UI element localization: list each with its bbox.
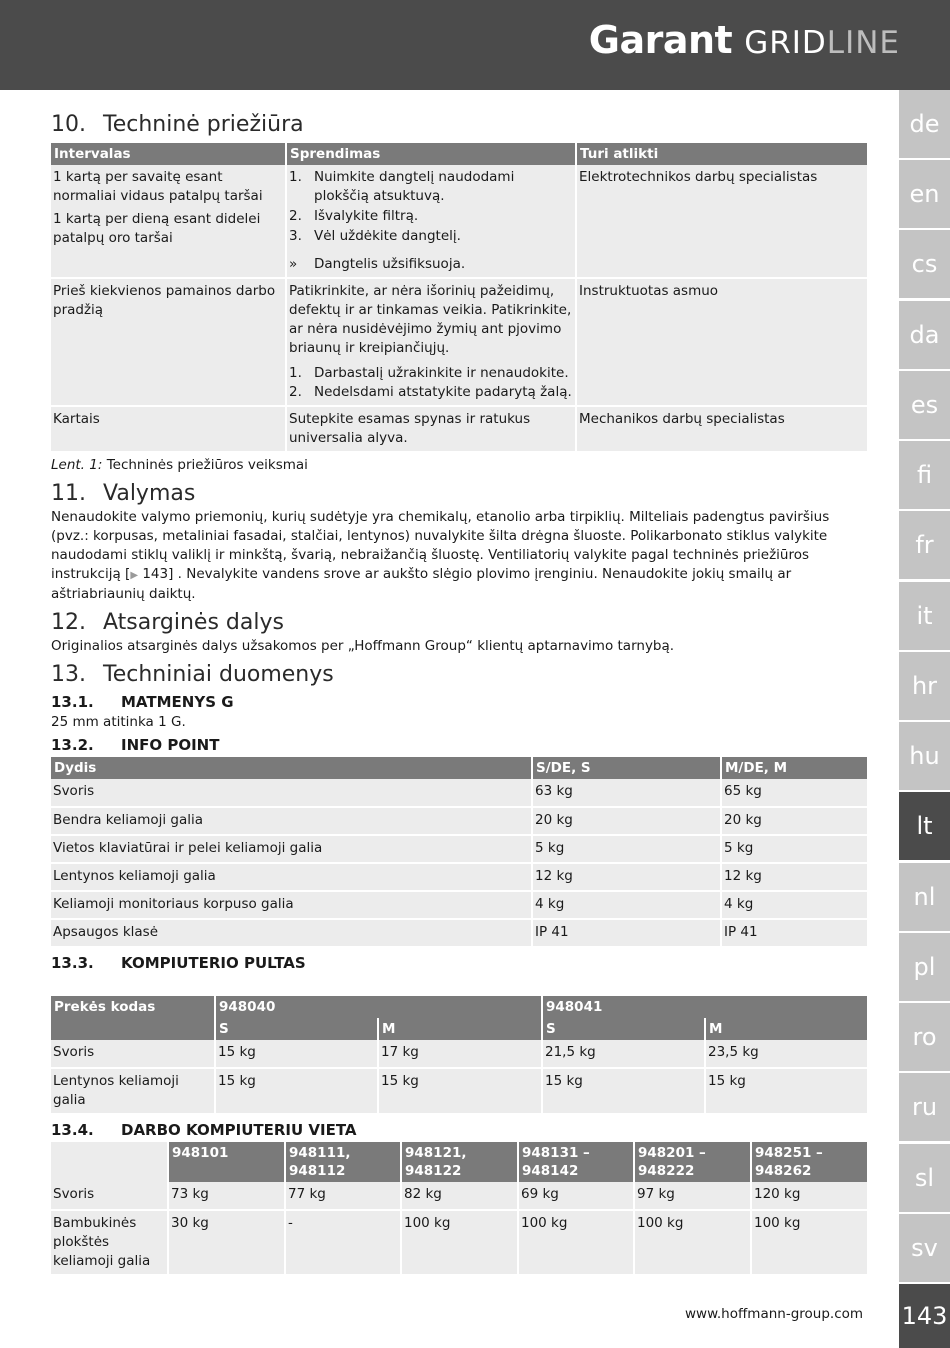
table-cell: 4 kg bbox=[721, 891, 867, 919]
section-10-heading: 10. Techninė priežiūra bbox=[51, 112, 304, 137]
info-point-table bbox=[51, 757, 867, 948]
list-text: Nuimkite dangtelį naudodami plokščią atsuktuvą. bbox=[314, 169, 515, 204]
table-cell: Apsaugos klasė bbox=[51, 919, 532, 947]
table-cell: 73 kg bbox=[168, 1182, 285, 1210]
subsection-13-2-heading: 13.2. INFO POINT bbox=[51, 736, 220, 754]
lang-tab-it[interactable]: it bbox=[899, 582, 950, 650]
table-row bbox=[51, 406, 867, 452]
lang-tab-es[interactable]: es bbox=[899, 371, 950, 439]
table-cell: 15 kg bbox=[378, 1068, 542, 1114]
col-header bbox=[51, 1142, 168, 1182]
table-row bbox=[51, 1182, 867, 1210]
subsection-13-3-heading: 13.3. KOMPIUTERIO PULTAS bbox=[51, 954, 306, 972]
garant-gridline-logo bbox=[589, 18, 900, 62]
lang-tab-da[interactable]: da bbox=[899, 301, 950, 369]
list-text: Nedelsdami atstatykite padarytą žalą. bbox=[314, 384, 572, 400]
table-cell: 12 kg bbox=[721, 863, 867, 891]
page-reference-link[interactable]: 143 bbox=[142, 566, 169, 582]
cleaning-text: Nenaudokite valymo priemonių, kurių sudėtyje yra chemikalų, etanolio arba tirpiklių. Milteliais padengtus paviršius (pvz.: korpusas, metaliniai fasadai, stalčiai, lentynos) nuvalykite šilta drėgna šluoste. Polikarbonato stiklus valykite naudodami stiklų valiklį ir minkštą, švarią, nebraižančią šluostę. Ventiliatorių valykite pagal techninės priežiūros instrukciją [▶ 143] . Nevalykite vandens srove ar aukšto slėgio plovimo įrenginiu. Nenaudokite jokių smailų ar aštriabriaunių daiktų. bbox=[51, 509, 830, 602]
workstation-table bbox=[51, 1142, 867, 1276]
table-cell: Lentynos keliamoji galia bbox=[51, 1068, 215, 1114]
col-header: 948111, 948112 bbox=[285, 1142, 401, 1182]
table-cell: 15 kg bbox=[215, 1068, 378, 1114]
table-cell: 120 kg bbox=[751, 1182, 867, 1210]
list-item bbox=[289, 383, 573, 402]
responsible-cell: Instruktuotas asmuo bbox=[576, 278, 867, 406]
list-item bbox=[289, 227, 573, 246]
section-13-heading: 13. Techniniai duomenys bbox=[51, 662, 334, 687]
col-header: Sprendimas bbox=[286, 143, 576, 165]
col-header: M/DE, M bbox=[721, 757, 867, 779]
table-cell: 12 kg bbox=[532, 863, 721, 891]
language-sidebar bbox=[899, 90, 950, 1348]
col-header: Dydis bbox=[51, 757, 532, 779]
table-cell: IP 41 bbox=[532, 919, 721, 947]
table-row bbox=[51, 919, 867, 947]
lang-tab-hr[interactable]: hr bbox=[899, 652, 950, 720]
table-cell: Svoris bbox=[51, 1040, 215, 1068]
table-cell: 20 kg bbox=[721, 807, 867, 835]
col-subheader: S bbox=[215, 1018, 378, 1040]
lang-tab-fi[interactable]: fi bbox=[899, 441, 950, 509]
col-header: 948040 bbox=[215, 996, 542, 1018]
steps-list bbox=[289, 364, 573, 402]
table-cell: 63 kg bbox=[532, 779, 721, 807]
col-header: S/DE, S bbox=[532, 757, 721, 779]
col-header bbox=[51, 1018, 215, 1040]
table-cell: Bendra keliamoji galia bbox=[51, 807, 532, 835]
subsection-13-4-heading: 13.4. DARBO KOMPIUTERIU VIETA bbox=[51, 1121, 357, 1139]
col-header: 948201 – 948222 bbox=[634, 1142, 751, 1182]
table-cell: 17 kg bbox=[378, 1040, 542, 1068]
dimensions-text: 25 mm atitinka 1 G. bbox=[51, 714, 186, 730]
logo-product-line: GRIDLINE bbox=[744, 25, 900, 61]
maintenance-table bbox=[51, 143, 867, 453]
page-header bbox=[0, 0, 950, 90]
table-cell: 77 kg bbox=[285, 1182, 401, 1210]
result-item bbox=[289, 255, 573, 274]
list-marker: » bbox=[289, 256, 298, 272]
table-cell: 15 kg bbox=[215, 1040, 378, 1068]
table-cell: 5 kg bbox=[532, 835, 721, 863]
table-row bbox=[51, 863, 867, 891]
table-caption: Lent. 1: Techninės priežiūros veiksmai bbox=[51, 457, 308, 473]
table-cell: 5 kg bbox=[721, 835, 867, 863]
table-cell: Lentynos keliamoji galia bbox=[51, 863, 532, 891]
table-cell: 20 kg bbox=[532, 807, 721, 835]
lang-tab-en[interactable]: en bbox=[899, 160, 950, 228]
list-marker: 2. bbox=[289, 384, 302, 400]
col-header: 948101 bbox=[168, 1142, 285, 1182]
spare-parts-text: Originalios atsarginės dalys užsakomos per „Hoffmann Group“ klientų aptarnavimo tarnybą. bbox=[51, 638, 675, 654]
list-marker: 2. bbox=[289, 208, 302, 224]
section-12-heading: 12. Atsarginės dalys bbox=[51, 610, 284, 635]
table-cell: Svoris bbox=[51, 779, 532, 807]
table-cell: 23,5 kg bbox=[705, 1040, 867, 1068]
lang-tab-fr[interactable]: fr bbox=[899, 511, 950, 579]
responsible-cell: Elektrotechnikos darbų specialistas bbox=[576, 165, 867, 278]
logo-brand: Garant bbox=[588, 18, 733, 62]
lang-tab-ro[interactable]: ro bbox=[899, 1003, 950, 1071]
table-cell: 100 kg bbox=[518, 1210, 634, 1275]
table-cell: IP 41 bbox=[721, 919, 867, 947]
list-text: Dangtelis užsifiksuoja. bbox=[314, 256, 466, 272]
lang-tab-hu[interactable]: hu bbox=[899, 722, 950, 790]
table-cell: 97 kg bbox=[634, 1182, 751, 1210]
list-marker: 1. bbox=[289, 169, 302, 185]
table-cell: 4 kg bbox=[532, 891, 721, 919]
table-row bbox=[51, 807, 867, 835]
table-cell: 100 kg bbox=[751, 1210, 867, 1275]
section-11-heading: 11. Valymas bbox=[51, 481, 196, 506]
footer-url[interactable]: www.hoffmann-group.com bbox=[685, 1306, 864, 1322]
list-marker: 3. bbox=[289, 228, 302, 244]
lang-tab-ru[interactable]: ru bbox=[899, 1073, 950, 1141]
table-cell: - bbox=[285, 1210, 401, 1275]
steps-list bbox=[289, 168, 573, 274]
subsection-13-1-heading: 13.1. MATMENYS G bbox=[51, 693, 234, 711]
col-header: 948251 – 948262 bbox=[751, 1142, 867, 1182]
list-item bbox=[289, 207, 573, 226]
list-text: Išvalykite filtrą. bbox=[314, 208, 419, 224]
list-item bbox=[289, 364, 573, 383]
col-header: Turi atlikti bbox=[576, 143, 867, 165]
table-row bbox=[51, 891, 867, 919]
table-cell: 65 kg bbox=[721, 779, 867, 807]
responsible-cell: Mechanikos darbų specialistas bbox=[576, 406, 867, 452]
table-cell: 21,5 kg bbox=[542, 1040, 705, 1068]
lang-tab-lt[interactable]: lt bbox=[899, 792, 950, 860]
lang-tab-pl[interactable]: pl bbox=[899, 933, 950, 1001]
interval-cell: Kartais bbox=[51, 406, 286, 452]
table-cell: Vietos klaviatūrai ir pelei keliamoji galia bbox=[51, 835, 532, 863]
solution-cell: Sutepkite esamas spynas ir ratukus universalia alyva. bbox=[286, 406, 576, 452]
table-row bbox=[51, 165, 867, 278]
list-item bbox=[289, 168, 573, 206]
computer-desk-table bbox=[51, 996, 867, 1115]
page-number: 143 bbox=[899, 1284, 950, 1348]
list-text: Darbastalį užrakinkite ir nenaudokite. bbox=[314, 365, 569, 381]
lang-tab-sl[interactable]: sl bbox=[899, 1144, 950, 1212]
col-subheader: M bbox=[705, 1018, 867, 1040]
table-cell: Bambukinės plokštės keliamoji galia bbox=[51, 1210, 168, 1275]
col-header: 948041 bbox=[542, 996, 867, 1018]
col-subheader: M bbox=[378, 1018, 542, 1040]
table-cell: 15 kg bbox=[542, 1068, 705, 1114]
table-cell: 82 kg bbox=[401, 1182, 518, 1210]
table-cell: Svoris bbox=[51, 1182, 168, 1210]
col-subheader: S bbox=[542, 1018, 705, 1040]
table-row bbox=[51, 835, 867, 863]
table-row bbox=[51, 278, 867, 406]
table-cell: 30 kg bbox=[168, 1210, 285, 1275]
lang-tab-de[interactable]: de bbox=[899, 90, 950, 158]
interval-cell: 1 kartą per savaitę esant normaliai vidaus patalpų taršai 1 kartą per dieną esant didelei patalpų oro taršai bbox=[51, 165, 286, 278]
main-content bbox=[51, 112, 867, 1276]
page-reference-arrow-icon: ▶ bbox=[130, 570, 139, 581]
solution-cell bbox=[286, 165, 576, 278]
col-header: 948121, 948122 bbox=[401, 1142, 518, 1182]
table-row bbox=[51, 1040, 867, 1068]
lang-tab-cs[interactable]: cs bbox=[899, 230, 950, 298]
interval-cell: Prieš kiekvienos pamainos darbo pradžią bbox=[51, 278, 286, 406]
table-cell: 100 kg bbox=[401, 1210, 518, 1275]
col-header: 948131 – 948142 bbox=[518, 1142, 634, 1182]
table-row bbox=[51, 779, 867, 807]
col-header: Intervalas bbox=[51, 143, 286, 165]
table-cell: 15 kg bbox=[705, 1068, 867, 1114]
col-header: Prekės kodas bbox=[51, 996, 215, 1018]
lang-tab-sv[interactable]: sv bbox=[899, 1214, 950, 1282]
list-text: Vėl uždėkite dangtelį. bbox=[314, 228, 461, 244]
solution-cell: Patikrinkite, ar nėra išorinių pažeidimų, defektų ir ar tinkamas veikia. Patikrinkite, ar nėra nusidėvėjimo žymių ant pjovimo briaunų ir kreipiančiųjų. 1. Darbastalį užrakinkite ir nenaudokite. 2. Nedelsdami atstatykite padarytą žalą. bbox=[286, 278, 576, 406]
table-cell: 100 kg bbox=[634, 1210, 751, 1275]
table-row bbox=[51, 1068, 867, 1114]
table-cell: Keliamoji monitoriaus korpuso galia bbox=[51, 891, 532, 919]
table-cell: 69 kg bbox=[518, 1182, 634, 1210]
table-row bbox=[51, 1210, 867, 1275]
lang-tab-nl[interactable]: nl bbox=[899, 863, 950, 931]
list-marker: 1. bbox=[289, 365, 302, 381]
